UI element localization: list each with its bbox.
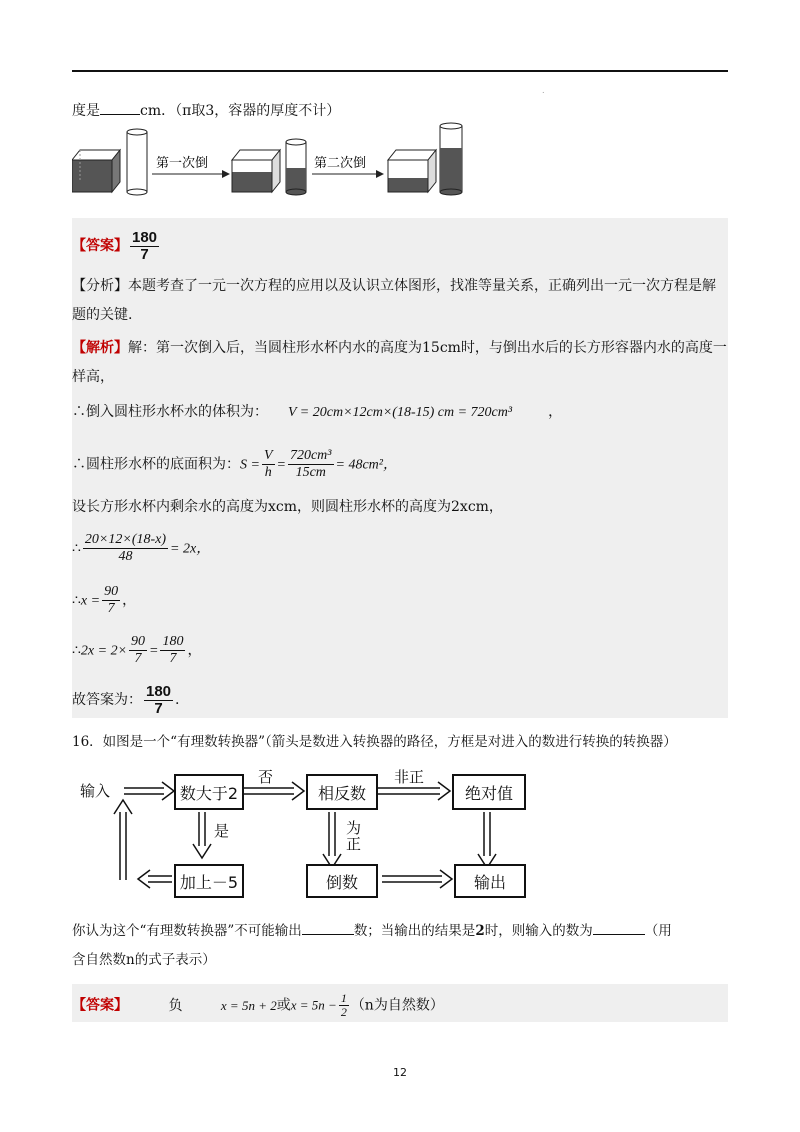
q15-line1: 度是 cm．（π取3，容器的厚度不计） (72, 100, 340, 121)
box-absolute: 绝对值 (452, 774, 526, 810)
flow-no-label: 否 (258, 768, 274, 786)
q15-container-figure (72, 122, 472, 197)
answer15-line: 【答案】 $\frac{180}{7}$ (72, 228, 158, 263)
q16-blank-2 (593, 920, 645, 935)
answer16-line: 【答案】 负 x = 5n + 2或x = 5n − $\frac{1}{2}$ （n为自然数） (72, 991, 444, 1019)
area-fraction-2: $\frac{\text{720cm³}}{15cm}$ (289, 448, 332, 480)
box-opposite: 相反数 (306, 774, 378, 810)
answer16-fraction: $\frac{1}{2}$ (340, 991, 347, 1019)
q16-stem: 16．如图是一个“有理数转换器”（箭头是数进入转换器的路径，方框是对进入的数进行转换的转换器） (72, 734, 677, 750)
analysis-line1: 【分析】本题考查了一元一次方程的应用以及认识立体图形，找准等量关系，正确列出一元一次方程是解 (72, 278, 716, 294)
arrow-first-pour (152, 170, 230, 178)
arrow-add-left (138, 870, 172, 888)
flow-yes-label: 是 (214, 822, 230, 840)
solution-line2: 样高， (72, 369, 114, 385)
header-dot: . (542, 86, 545, 95)
eq2-fraction: $\frac{90}{7}$ (104, 584, 119, 616)
solution-line1: 【解析】解：第一次倒入后，当圆柱形水杯内水的高度为15cm时，与倒出水后的长方形容器内水的高度一 (72, 340, 727, 356)
step-area: ∴圆柱形水杯的底面积为：S = $\frac{V}{h}$ = $\frac{\text{720cm³}}{15cm}$ = 48cm²， (72, 448, 397, 480)
rect-container-low-icon (388, 150, 436, 192)
flow-positive-label: 为 正 (346, 819, 362, 853)
q15-blank (100, 100, 140, 115)
arrow-input (124, 782, 174, 800)
arrow-abs-output (478, 812, 496, 868)
box-reciprocal: 倒数 (306, 864, 378, 898)
q16-question-line2: 含自然数n的式子表示） (72, 952, 216, 968)
equation-3: ∴2x = 2× $\frac{90}{7}$ = $\frac{180}{7}$ ， (72, 634, 202, 666)
arrow-second-pour (312, 170, 384, 178)
area-fraction-1: $\frac{V}{h}$ (263, 448, 273, 480)
equation-1: ∴ $\frac{20\times 12\times(18-x)}{48}$ = 2x， (72, 532, 211, 564)
final-answer: 故答案为： $\frac{180}{7}$ . (72, 682, 180, 717)
step-volume: ∴倒入圆柱形水杯水的体积为： V = 20cm×12cm×(18-15) cm = 720cm³ ， (72, 404, 563, 420)
arrow-no (244, 782, 304, 800)
arrow-positive (323, 812, 341, 868)
q16-blank-1 (302, 920, 354, 935)
eq3-fraction-1: $\frac{90}{7}$ (131, 634, 146, 666)
arrow-yes (193, 812, 211, 858)
step-let: 设长方形水杯内剩余水的高度为xcm，则圆柱形水杯的高度为2xcm， (72, 499, 503, 515)
q16-question-line1: 你认为这个“有理数转换器”不可能输出 数；当输出的结果是2时，则输入的数为 （用 (72, 920, 672, 941)
box-add-minus-5: 加上－5 (174, 864, 244, 898)
arrow-loop-up (114, 800, 132, 880)
cylinder-high-icon (440, 123, 462, 195)
header-rule (72, 70, 728, 72)
rect-container-half-icon (232, 150, 280, 192)
eq1-fraction: $\frac{20\times 12\times(18-x)}{48}$ (84, 532, 167, 564)
cylinder-empty-icon (127, 129, 147, 195)
flow-not-positive-label: 非正 (394, 768, 425, 786)
first-pour-label: 第一次倒 (156, 156, 209, 171)
eq3-fraction-2: $\frac{180}{7}$ (162, 634, 184, 666)
arrow-reciprocal-output (382, 870, 452, 888)
equation-2: ∴x = $\frac{90}{7}$ ， (72, 584, 137, 616)
second-pour-label: 第二次倒 (314, 156, 367, 171)
flow-input-label: 输入 (80, 782, 111, 800)
cylinder-half-icon (286, 139, 306, 195)
page-number: 12 (393, 1066, 407, 1079)
answer15-fraction: $\frac{180}{7}$ (132, 228, 158, 263)
box-output: 输出 (454, 864, 526, 898)
analysis-line2: 题的关键. (72, 307, 133, 323)
final-fraction: $\frac{180}{7}$ (146, 682, 172, 717)
rect-container-full-icon (72, 150, 120, 192)
q16-flowchart (72, 762, 552, 902)
box-greater-than-2: 数大于2 (174, 774, 244, 810)
